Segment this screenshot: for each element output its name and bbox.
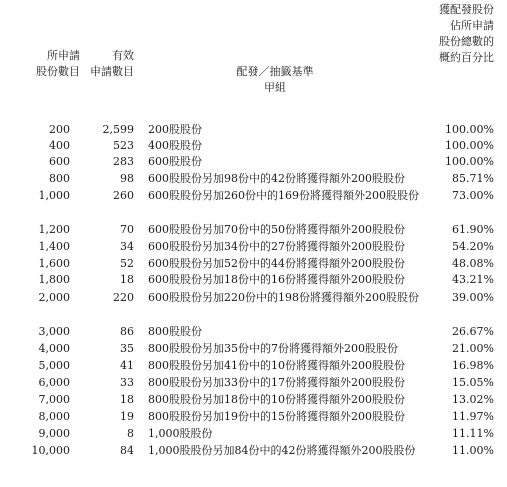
percentage-cell: 16.98% [452, 359, 494, 372]
allotment-basis-cell: 800股股份另加19份中的15份將獲得額外200股股份 [148, 410, 405, 423]
header-basis-line-1: 配發／抽籤基準 [236, 65, 314, 78]
valid-applications-cell: 41 [120, 359, 134, 372]
allotment-basis-cell: 600股股份另加98份中的42份將獲得額外200股股份 [148, 172, 405, 185]
valid-applications-cell: 35 [120, 342, 134, 355]
valid-applications-cell: 33 [120, 376, 134, 389]
allotment-basis-cell: 600股股份另加260份中的169份將獲得額外200股股份 [148, 189, 419, 202]
allotment-basis-cell: 600股股份另加18份中的16份將獲得額外200股股份 [148, 273, 405, 286]
shares-applied-cell: 800 [49, 172, 70, 185]
shares-applied-cell: 1,000 [38, 189, 70, 202]
percentage-cell: 48.08% [452, 257, 494, 270]
allotment-basis-cell: 800股股份 [148, 325, 202, 338]
allotment-basis-cell: 600股股份另加52份中的44份將獲得額外200股股份 [148, 257, 405, 270]
shares-applied-cell: 8,000 [38, 410, 70, 423]
shares-applied-cell: 7,000 [38, 393, 70, 406]
allotment-basis-cell: 200股股份 [148, 123, 202, 136]
shares-applied-cell: 400 [49, 139, 70, 152]
header-pct-line-2: 佔所申請 [450, 19, 494, 32]
header-valid-line-1: 有效 [112, 49, 134, 62]
valid-applications-cell: 98 [120, 172, 134, 185]
valid-applications-cell: 260 [113, 189, 134, 202]
valid-applications-cell: 84 [120, 444, 134, 457]
percentage-cell: 11.11% [452, 427, 494, 440]
header-pct-line-1: 獲配發股份 [439, 3, 494, 16]
valid-applications-cell: 220 [113, 291, 134, 304]
allotment-basis-cell: 800股股份另加35份中的7份將獲得額外200股股份 [148, 342, 398, 355]
allotment-basis-cell: 800股股份另加41份中的10份將獲得額外200股股份 [148, 359, 405, 372]
percentage-cell: 85.71% [452, 172, 494, 185]
shares-applied-cell: 4,000 [38, 342, 70, 355]
valid-applications-cell: 19 [120, 410, 134, 423]
percentage-cell: 21.00% [452, 342, 494, 355]
percentage-cell: 26.67% [452, 325, 494, 338]
valid-applications-cell: 18 [120, 393, 134, 406]
allotment-basis-cell: 600股股份另加220份中的198份將獲得額外200股股份 [148, 291, 419, 304]
percentage-cell: 61.90% [452, 223, 494, 236]
valid-applications-cell: 283 [113, 155, 134, 168]
percentage-cell: 100.00% [445, 155, 494, 168]
valid-applications-cell: 86 [120, 325, 134, 338]
percentage-cell: 100.00% [445, 123, 494, 136]
valid-applications-cell: 8 [127, 427, 134, 440]
allotment-basis-cell: 600股股份另加34份中的27份將獲得額外200股股份 [148, 240, 405, 253]
header-pct-line-3: 股份總數的 [439, 35, 494, 48]
allotment-basis-cell: 1,000股股份 [148, 427, 213, 440]
percentage-cell: 100.00% [445, 139, 494, 152]
header-shares-line-2: 股份數目 [36, 65, 80, 78]
percentage-cell: 11.00% [452, 444, 494, 457]
percentage-cell: 43.21% [452, 273, 494, 286]
percentage-cell: 73.00% [452, 189, 494, 202]
valid-applications-cell: 34 [120, 240, 134, 253]
shares-applied-cell: 1,600 [38, 257, 70, 270]
percentage-cell: 54.20% [452, 240, 494, 253]
shares-applied-cell: 10,000 [31, 444, 70, 457]
percentage-cell: 15.05% [452, 376, 494, 389]
shares-applied-cell: 3,000 [38, 325, 70, 338]
shares-applied-cell: 1,400 [38, 240, 70, 253]
percentage-cell: 11.97% [452, 410, 494, 423]
shares-applied-cell: 200 [49, 123, 70, 136]
percentage-cell: 13.02% [452, 393, 494, 406]
header-pct-line-4: 概約百分比 [439, 51, 494, 64]
shares-applied-cell: 9,000 [38, 427, 70, 440]
allotment-basis-cell: 800股股份另加33份中的17份將獲得額外200股股份 [148, 376, 405, 389]
valid-applications-cell: 52 [120, 257, 134, 270]
allotment-basis-cell: 600股股份另加70份中的50份將獲得額外200股股份 [148, 223, 405, 236]
valid-applications-cell: 18 [120, 273, 134, 286]
shares-applied-cell: 5,000 [38, 359, 70, 372]
allotment-basis-cell: 400股股份 [148, 139, 202, 152]
header-basis-line-2: 甲組 [264, 81, 286, 94]
shares-applied-cell: 2,000 [38, 291, 70, 304]
header-valid-line-2: 申請數目 [90, 65, 134, 78]
valid-applications-cell: 2,599 [102, 123, 134, 136]
allotment-basis-cell: 1,000股股份另加84份中的42份將獲得額外200股股份 [148, 444, 416, 457]
allotment-basis-cell: 600股股份 [148, 155, 202, 168]
allotment-basis-cell: 800股股份另加18份中的10份將獲得額外200股股份 [148, 393, 405, 406]
header-shares-line-1: 所申請 [47, 49, 80, 62]
shares-applied-cell: 6,000 [38, 376, 70, 389]
percentage-cell: 39.00% [452, 291, 494, 304]
shares-applied-cell: 1,200 [38, 223, 70, 236]
shares-applied-cell: 1,800 [38, 273, 70, 286]
valid-applications-cell: 70 [120, 223, 134, 236]
shares-applied-cell: 600 [49, 155, 70, 168]
valid-applications-cell: 523 [113, 139, 134, 152]
